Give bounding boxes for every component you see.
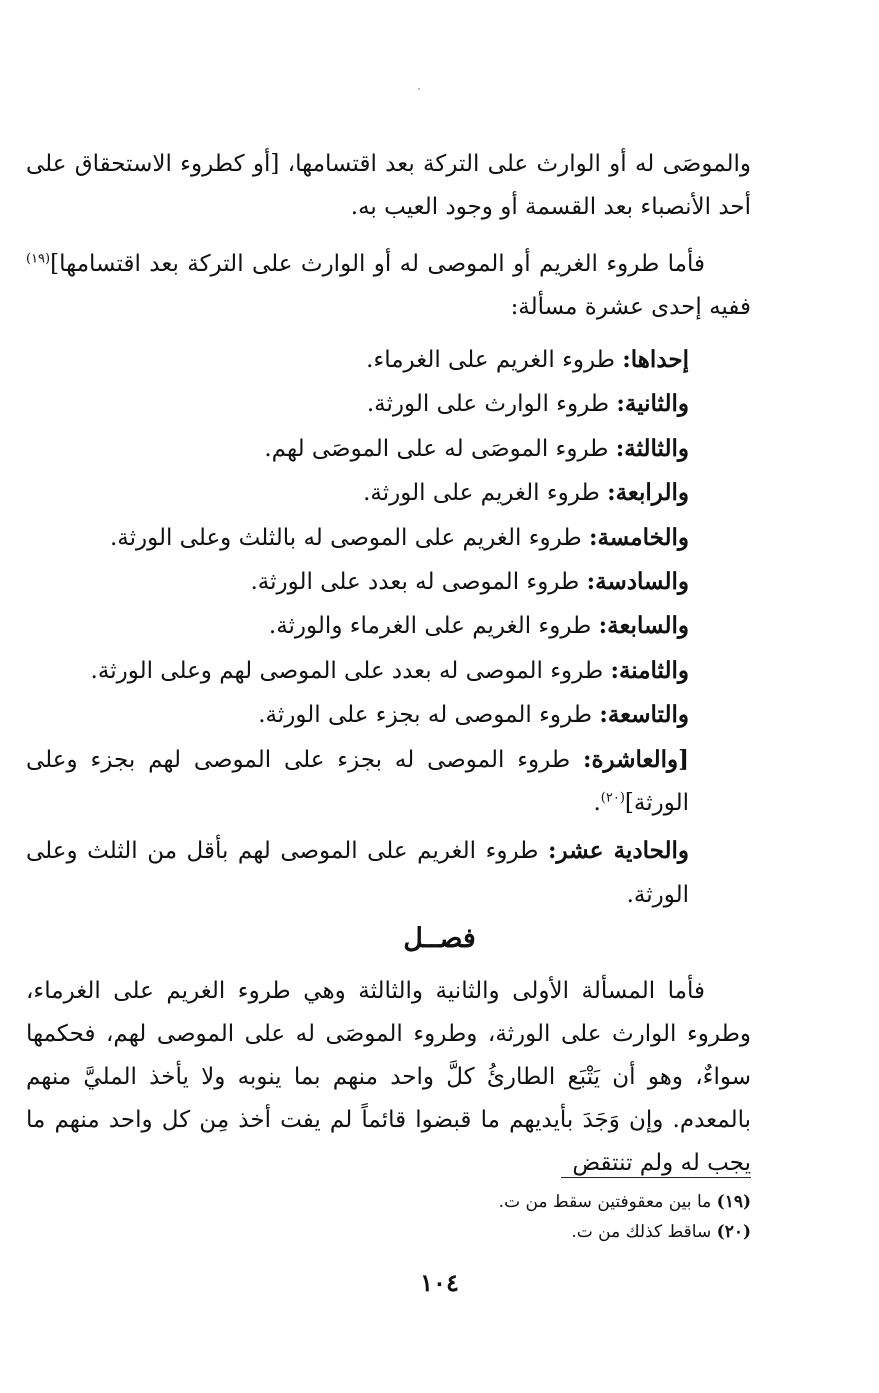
list-item [29, 560, 689, 604]
footnote-20 [51, 1217, 751, 1247]
section-heading: فصــل [403, 923, 476, 954]
item-label: [والعاشرة: [583, 745, 689, 773]
list-item [29, 427, 689, 471]
list-item [29, 471, 689, 515]
item-label: والثانية: [616, 390, 689, 418]
item-text: طروء الموصى له بعدد على الورثة. [250, 569, 580, 596]
list-item [29, 604, 689, 648]
list-item [29, 382, 689, 426]
paragraph-1-text: والموصَى له أو الوارث على التركة بعد اقتسامها، [أو كطروء الاستحقاق على أحد الأنصباء بعد القسمة أو وجود العيب به. [26, 151, 751, 220]
item-label: والسادسة: [586, 568, 689, 596]
item-end: . [593, 790, 601, 817]
item-text: طروء الموصى له بعدد على الموصى لهم وعلى الورثة. [90, 657, 604, 684]
footnote-number: (٢٠) [716, 1222, 751, 1242]
paragraph-3-text: فأما المسألة الأولى والثانية والثالثة وهي طروء الغريم على الغرماء، وطروء الوارث على الورثة، وطروء الموصَى له على الموصى لهم، فحكمها سواءٌ، وهو أن يَتْبَع الطارئُ كلَّ واحد منهم بما ينوبه ولا يأخذ المليَّ منهم بالمعدم. وإن وَجَدَ بأيديهم ما قبضوا قائماً لم يفت أخذ مِن كل واحد منهم ما يجب له ولم تنتقض [26, 978, 751, 1176]
issues-list [26, 338, 690, 917]
footnote-text: ساقط كذلك من ت. [571, 1222, 712, 1242]
item-text: طروء الموصى له بجزء على الموصى لهم بجزء وعلى الورثة] [26, 746, 689, 817]
footnote-ref-20[interactable]: (٢٠) [600, 790, 625, 806]
item-text: طروء الغريم على الغرماء. [366, 347, 615, 373]
paragraph-3 [26, 970, 751, 1185]
item-label: والثامنة: [610, 656, 689, 684]
list-item [29, 338, 689, 382]
paragraph-2-tail: ففيه إحدى عشرة مسألة: [510, 294, 751, 320]
scan-speck [418, 88, 420, 90]
list-item [29, 516, 689, 560]
list-item [29, 649, 689, 693]
item-label: والثالثة: [615, 434, 689, 462]
page-number: ١٠٤ [420, 1268, 459, 1297]
item-label: والخامسة: [588, 523, 689, 551]
paragraph-1 [26, 143, 751, 229]
item-text: طروء الموصى له بجزء على الورثة. [258, 702, 593, 729]
footnote-number: (١٩) [716, 1192, 751, 1212]
paragraph-2-text: فأما طروء الغريم أو الموصى له أو الوارث على التركة بعد اقتسامها] [50, 251, 705, 277]
item-label: والحادية عشر: [548, 837, 690, 865]
item-text: طروء الوارث على الورثة. [366, 391, 610, 418]
item-text: طروء الغريم على الموصى له بالثلث وعلى الورثة. [109, 524, 582, 551]
item-text: طروء الموصَى له على الموصَى لهم. [264, 435, 609, 462]
paragraph-2 [26, 243, 751, 329]
item-label: والتاسعة: [599, 701, 689, 729]
item-text: طروء الغريم على الموصى لهم بأقل من الثلث وعلى الورثة. [26, 838, 689, 908]
list-item [29, 693, 689, 737]
item-label: والرابعة: [607, 479, 689, 507]
item-text: طروء الغريم على الورثة. [363, 480, 600, 507]
footnote-text: ما بين معقوفتين سقط من ت. [498, 1192, 712, 1212]
list-item-11 [26, 829, 689, 917]
item-label: والسابعة: [598, 612, 689, 640]
list-item-10 [26, 738, 689, 826]
footnote-19 [51, 1187, 751, 1217]
item-text: طروء الغريم على الغرماء والورثة. [268, 613, 592, 640]
item-label: إحداها: [622, 346, 689, 373]
footnote-divider [561, 1177, 751, 1178]
footnotes [51, 1187, 751, 1247]
footnote-ref-19[interactable]: (١٩) [26, 251, 51, 267]
